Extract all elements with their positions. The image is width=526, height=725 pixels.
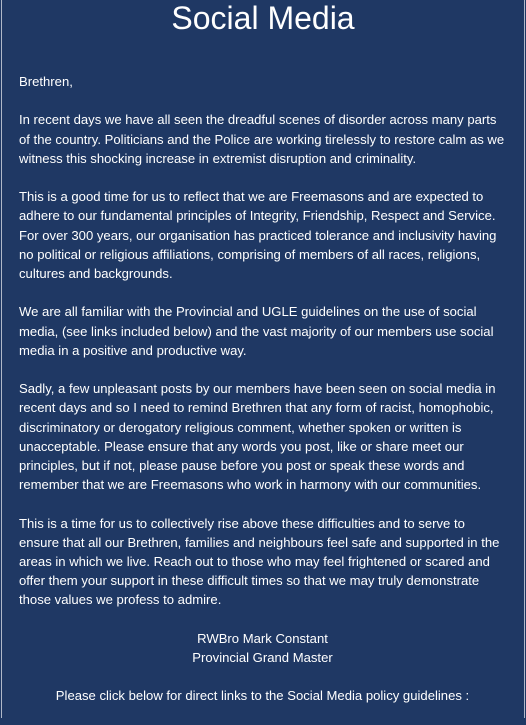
links-intro: Please click below for direct links to the Social Media policy guidelines : (55, 688, 470, 704)
paragraph-principles: This is a good time for us to reflect that we are Freemasons and are expected to adhere to our fundamental principles of Integrity, Friendship, Respect and Service. For over 300 years, our organisation has practiced tolerance and inclusivity having no political or religious affiliations, comprising of members of all races, religions, cultures and backgrounds. (19, 189, 497, 281)
paragraph-disorder: In recent days we have all seen the dreadful scenes of disorder across many parts of the country. Politicians and the Police are working tirelessly to restore calm as we witness this shocking increase in extremist disruption and criminality. (19, 112, 505, 166)
paragraph-rise-above: This is a time for us to collectively rise above these difficulties and to serve to ensure that all our Brethren, families and neighbours feel safe and supported in the areas in which we live. Reach out to those who may feel frightened or scared and offer them your support in these difficult times so that we may truly demonstrate those values we profess to admire. (19, 515, 500, 608)
page-title: Social Media (171, 0, 355, 36)
paragraph-guidelines: We are all familiar with the Provincial and UGLE guidelines on the use of social media, (see links included below) and the vast majority of our members use social media in a positive and productive way. (19, 304, 494, 358)
salutation: Brethren, (19, 74, 73, 89)
signature-name: RWBro Mark Constant (197, 630, 328, 646)
paragraph-unpleasant-posts: Sadly, a few unpleasant posts by our members have been seen on social media in recent days and so I need to remind Brethren that any form of racist, homophobic, discriminatory or derogatory religious comment, whether spoken or written is unacceptable. Please ensure that any words you post, like or share meet our principles, but if not, please pause before you post or speak these words and remember that we are Freemasons who work in harmony with our communities. (19, 381, 496, 493)
signature-role: Provincial Grand Master (192, 650, 333, 665)
signature-block (19, 629, 506, 667)
letter-body (19, 72, 506, 725)
